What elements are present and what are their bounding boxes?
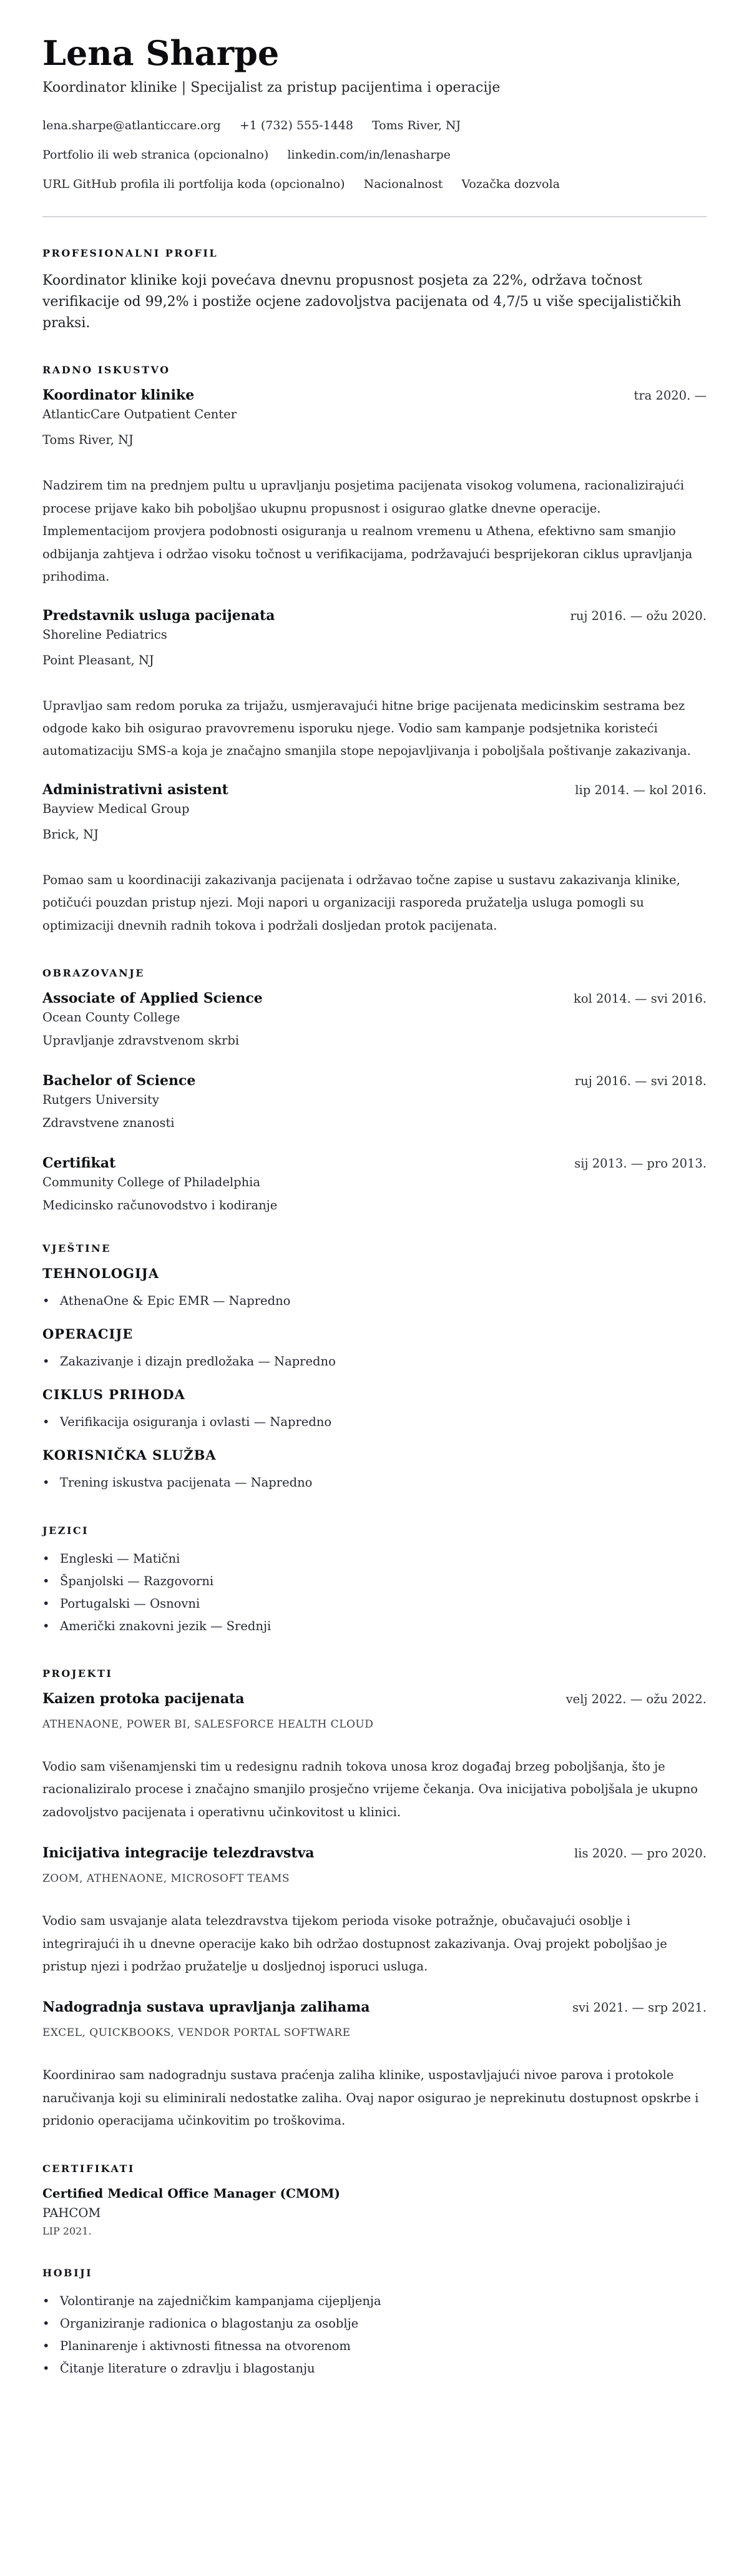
skill-item: • AthenaOne & Epic EMR — Napredno [42, 1290, 707, 1312]
project-dates: velj 2022. — ožu 2022. [565, 1691, 707, 1706]
certificates-section [42, 2163, 707, 2237]
project-tech: ATHENAONE, POWER BI, SALESFORCE HEALTH CLOUD [42, 1718, 374, 1731]
section-title: RADNO ISKUSTVO [42, 364, 170, 376]
certificate-issuer: PAHCOM [42, 2205, 101, 2220]
contact-row-3 [42, 179, 707, 190]
skills-section [42, 1242, 707, 1494]
project-description: Koordinirao sam nadogradnju sustava praćenja zaliha klinike, uspostavljajući nivoe parova i protokole naručivanja koji su eliminirali nedostatke zaliha. Ovaj napor osigurao je neprekinutu dostupnost opskrbe i pridonio operacijama učinkovitim po troškovima. [42, 2068, 699, 2128]
school: Rutgers University [42, 1093, 159, 1108]
experience-entry [42, 607, 707, 763]
language-item: • Američki znakovni jezik — Srednji [42, 1615, 707, 1638]
project-entry [42, 1845, 707, 1978]
project-tech: EXCEL, QUICKBOOKS, VENDOR PORTAL SOFTWARE [42, 2027, 351, 2040]
project-name: Inicijativa integracije telezdravstva [42, 1845, 315, 1862]
certificate-name: Certified Medical Office Manager (CMOM) [42, 2185, 341, 2201]
degree: Bachelor of Science [42, 1073, 196, 1089]
project-tech: ZOOM, ATHENAONE, MICROSOFT TEAMS [42, 1872, 290, 1885]
contact-info [42, 120, 707, 190]
location: Toms River, NJ [372, 118, 461, 132]
experience-entry [42, 387, 707, 588]
project-name: Nadogradnja sustava upravljanja zalihama [42, 1999, 370, 2016]
project-entry [42, 1691, 707, 1824]
skill-group-title: OPERACIJE [42, 1326, 134, 1342]
language-item: • Španjolski — Razgovorni [42, 1570, 707, 1593]
project-dates: svi 2021. — srp 2021. [572, 2000, 707, 2015]
job-title: Predstavnik usluga pacijenata [42, 607, 275, 624]
certificate-date: LIP 2021. [42, 2225, 92, 2237]
projects-section [42, 1668, 707, 2133]
job-location: Toms River, NJ [42, 433, 134, 448]
hobby-item: • Planinarenje i aktivnosti fitnessa na otvorenom [42, 2335, 707, 2357]
job-location: Brick, NJ [42, 827, 99, 842]
education-dates: kol 2014. — svi 2016. [574, 991, 707, 1006]
skill-group [42, 1266, 707, 1312]
section-title: CERTIFIKATI [42, 2162, 135, 2175]
hobby-item: • Organiziranje radionica o blagostanju za osoblje [42, 2313, 707, 2335]
languages-section [42, 1525, 707, 1638]
header-divider [42, 216, 707, 217]
skill-group-title: TEHNOLOGIJA [42, 1266, 160, 1282]
education-section [42, 967, 707, 1212]
education-dates: sij 2013. — pro 2013. [574, 1156, 707, 1171]
hobbies-section [42, 2267, 707, 2380]
job-dates: lip 2014. — kol 2016. [575, 782, 707, 797]
linkedin-link[interactable]: linkedin.com/in/lenasharpe [287, 147, 451, 162]
skill-item: • Trening iskustva pacijenata — Napredno [42, 1472, 707, 1494]
hobby-item: • Čitanje literature o zdravlju i blagostanju [42, 2357, 707, 2380]
job-description: Pomao sam u koordinaciji zakazivanja pacijenata i održavao točne zapise u sustavu zakazivanja klinike, potičući pouzdan pristup njezi. Moji napori u organizaciji rasporeda pružatelja usluga pomogli su optimizaciji dnevnih radnih tokova i podržali dosljedan protok pacijenata. [42, 872, 680, 933]
job-description: Nadzirem tim na prednjem pultu u upravljanju posjetima pacijenata visokog volumena, racionalizirajući procese prijave kako bih poboljšao ukupnu propusnost i osigurao glatke dnevne operacije. Implementacijom provjera podobnosti osiguranja u realnom vremenu u Athena, efektivno sam smanjio odbijanja zahtjeva i održao visoku točnost u verifikacijama, podržavajući besprijekoran ciklus upravljanja prihodima. [42, 478, 693, 584]
drivers-license: Vozačka dozvola [461, 177, 560, 191]
phone[interactable]: +1 (732) 555-1448 [239, 118, 353, 132]
experience-section [42, 364, 707, 937]
project-description: Vodio sam višenamjenski tim u redesignu radnih tokova unosa kroz događaj brzeg poboljšanja, što je racionaliziralo procese i značajno smanjilo prosječno vrijeme čekanja. Ova inicijativa poboljšala je ukupno zadovoljstvo pacijenata i operativnu učinkovitost u klinici. [42, 1759, 698, 1819]
profile-section [42, 247, 707, 334]
employer: Shoreline Pediatrics [42, 627, 167, 642]
job-title: Administrativni asistent [42, 781, 228, 798]
education-entry [42, 1155, 707, 1212]
portfolio-link[interactable]: Portfolio ili web stranica (opcionalno) [42, 147, 269, 162]
project-dates: lis 2020. — pro 2020. [574, 1846, 707, 1861]
candidate-name: Lena Sharpe [42, 33, 280, 73]
contact-row-2 [42, 149, 707, 161]
skill-item: • Zakazivanje i dizajn predložaka — Napredno [42, 1350, 707, 1373]
education-dates: ruj 2016. — svi 2018. [574, 1074, 707, 1089]
github-link[interactable]: URL GitHub profila ili portfolija koda (opcionalno) [42, 177, 345, 191]
section-title: JEZICI [42, 1524, 89, 1536]
project-entry [42, 1999, 707, 2132]
degree: Associate of Applied Science [42, 990, 263, 1007]
skill-group-title: KORISNIČKA SLUŽBA [42, 1447, 217, 1463]
skill-item: • Verifikacija osiguranja i ovlasti — Napredno [42, 1411, 707, 1433]
job-title: Koordinator klinike [42, 387, 195, 404]
section-title: VJEŠTINE [42, 1242, 111, 1255]
section-title: PROFESIONALNI PROFIL [42, 247, 218, 259]
employer: AtlanticCare Outpatient Center [42, 407, 237, 422]
language-item: • Portugalski — Osnovni [42, 1593, 707, 1615]
degree: Certifikat [42, 1155, 116, 1172]
nationality: Nacionalnost [363, 177, 443, 191]
education-entry [42, 1073, 707, 1130]
school: Community College of Philadelphia [42, 1175, 261, 1190]
field-of-study: Medicinsko računovodstvo i kodiranje [42, 1198, 278, 1213]
hobby-item: • Volontiranje na zajedničkim kampanjama cijepljenja [42, 2290, 707, 2313]
skill-group-title: CIKLUS PRIHODA [42, 1387, 185, 1403]
job-dates: tra 2020. — [634, 388, 707, 403]
project-name: Kaizen protoka pacijenata [42, 1690, 245, 1707]
skill-group [42, 1326, 707, 1373]
contact-row-1 [42, 120, 707, 132]
education-entry [42, 990, 707, 1048]
section-title: PROJEKTI [42, 1667, 113, 1679]
job-description: Upravljao sam redom poruka za trijažu, usmjeravajući hitne brige pacijenata medicinskim sestrama bez odgode kako bih osigurao pravovremenu isporuku njege. Vodio sam kampanje podsjetnika koristeći automatizaciju SMS-a koja je značajno smanjila stope nepojavljivanja i poboljšala poštivanje zakazivanja. [42, 698, 691, 759]
school: Ocean County College [42, 1010, 180, 1025]
experience-entry [42, 782, 707, 937]
profile-summary: Koordinator klinike koji povećava dnevnu propusnost posjeta za 22%, održava točnost verifikacije od 99,2% i postiže ocjene zadovoljstva pacijenata od 4,7/5 u više specijalističkih praksi. [42, 272, 682, 332]
job-dates: ruj 2016. — ožu 2020. [570, 608, 707, 623]
skill-group [42, 1447, 707, 1494]
job-location: Point Pleasant, NJ [42, 652, 154, 667]
resume-header [42, 35, 707, 217]
field-of-study: Zdravstvene znanosti [42, 1116, 175, 1131]
section-title: OBRAZOVANJE [42, 967, 145, 980]
language-item: • Engleski — Matični [42, 1548, 707, 1570]
field-of-study: Upravljanje zdravstvenom skrbi [42, 1033, 240, 1048]
certificate-entry [42, 2186, 707, 2237]
project-description: Vodio sam usvajanje alata telezdravstva tijekom perioda visoke potražnje, obučavajući osoblje i integrirajući ih u dnevne operacije kako bih održao dostupnost zakazivanja. Ovaj projekt poboljšao je pristup njezi i podržao pružatelje u dosljednoj isporuci usluga. [42, 1914, 667, 1974]
section-title: HOBIJI [42, 2266, 93, 2279]
headline: Koordinator klinike | Specijalist za pristup pacijentima i operacije [42, 80, 501, 96]
employer: Bayview Medical Group [42, 801, 190, 816]
skill-group [42, 1387, 707, 1433]
email[interactable]: lena.sharpe@atlanticcare.org [42, 118, 221, 132]
